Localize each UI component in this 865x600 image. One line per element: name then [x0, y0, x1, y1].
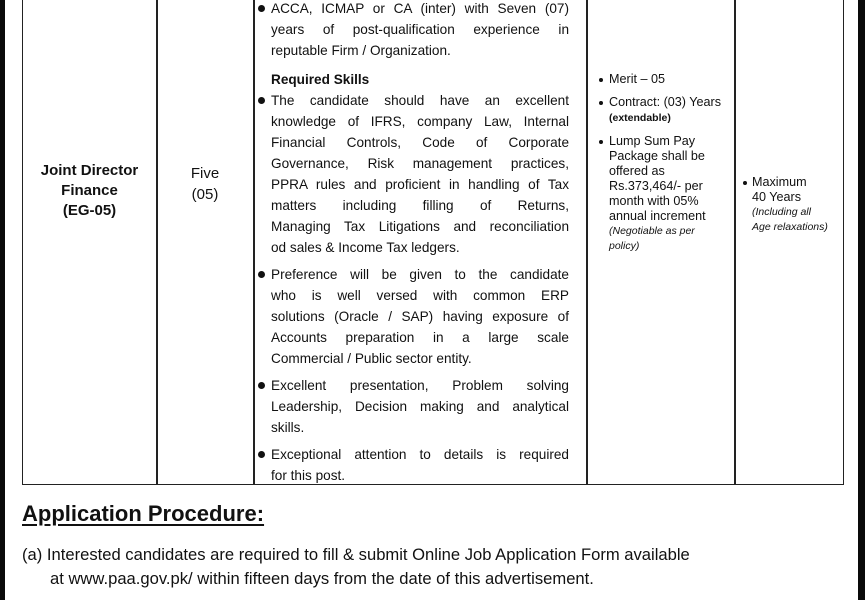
pay-line: Lump Sum Pay [609, 134, 696, 148]
bullet-icon [258, 451, 265, 458]
text-line: od sales & Income Tax ledgers. [271, 240, 460, 255]
post-line: Joint Director [40, 162, 139, 179]
skills-heading: Required Skills [271, 72, 370, 87]
text-line: who is well versed with common ERP [271, 288, 569, 303]
pay-note: (Negotiable as per [609, 225, 695, 237]
text-line: Financial Controls, Code of Corporate [271, 135, 569, 150]
text-line: The candidate should have an excellent [271, 93, 569, 108]
text-line: knowledge of IFRS, company Law, Internal [271, 114, 569, 129]
column-divider [156, 0, 158, 485]
procedure-line: (a) Interested candidates are required to fill & submit Online Job Application Form available [22, 545, 690, 564]
text-line: years of post-qualification experience in [271, 22, 569, 37]
bullet-icon [258, 97, 265, 104]
text-line: Excellent presentation, Problem solving [271, 378, 569, 393]
pay-line: offered as [609, 164, 665, 178]
text-line: Leadership, Decision making and analytical [271, 399, 569, 414]
text-line: Governance, Risk management practices, [271, 156, 569, 171]
bullet-icon [258, 382, 265, 389]
pay-line: Package shall be [609, 149, 705, 163]
text-line: Preference will be given to the candidate [271, 267, 569, 282]
contract-text: Contract: (03) Years [609, 95, 722, 109]
contract-note: (extendable) [609, 112, 671, 124]
post-grade: (EG-05) [62, 202, 117, 219]
text-line: for this post. [271, 468, 346, 483]
age-line: Maximum [752, 175, 807, 189]
column-divider [734, 0, 736, 485]
vacancy-count-words: Five [190, 165, 220, 182]
text-line: reputable Firm / Organization. [271, 43, 451, 58]
text-line: Accounts preparation in a large scale [271, 330, 569, 345]
term-contract [598, 95, 730, 126]
bullet-icon [599, 78, 603, 82]
vacancies [157, 163, 253, 205]
pay-amount: Rs.373,464/- per [609, 179, 703, 193]
age-line: 40 Years [752, 190, 802, 204]
bullet-icon [258, 5, 265, 12]
terms-of-employment [598, 72, 730, 262]
pay-line: month with 05% [609, 194, 699, 208]
post-line: Finance [61, 182, 118, 199]
text-line: solutions (Oracle / SAP) having exposure of [271, 309, 569, 324]
post-title [22, 161, 157, 221]
application-procedure-heading: Application Procedure: [22, 501, 265, 526]
procedure-item-a [22, 543, 690, 591]
merit-text: Merit – 05 [609, 72, 665, 86]
skill-item [258, 444, 569, 486]
scan-edge-right [858, 0, 865, 600]
column-divider [586, 0, 588, 485]
bullet-icon [258, 271, 265, 278]
age-note: Age relaxations) [752, 221, 828, 233]
qualification-item [258, 0, 569, 61]
skill-item [258, 264, 569, 369]
skills-list [271, 90, 569, 486]
text-line: PPRA rules and proficient in handling of Tax [271, 177, 569, 192]
age-limit [741, 175, 857, 235]
term-merit [598, 72, 730, 87]
pay-note: policy) [609, 240, 640, 252]
scan-edge-left [0, 0, 5, 600]
age-note: (Including all [752, 206, 811, 218]
qualification-and-skills [271, 0, 569, 492]
text-line: matters including filling of Returns, [271, 198, 569, 213]
bullet-icon [743, 181, 747, 185]
skill-item [258, 90, 569, 258]
column-divider [253, 0, 255, 485]
text-line: Exceptional attention to details is required [271, 447, 569, 462]
vacancy-count-number: (05) [191, 186, 219, 203]
bullet-icon [599, 101, 603, 105]
bullet-icon [599, 140, 603, 144]
text-line: Commercial / Public sector entity. [271, 351, 472, 366]
procedure-line: at www.paa.gov.pk/ within fifteen days from the date of this advertisement. [50, 569, 594, 588]
term-pay [598, 134, 730, 254]
pay-line: annual increment [609, 209, 706, 223]
skill-item [258, 375, 569, 438]
text-line: Managing Tax Litigations and reconciliation [271, 219, 569, 234]
text-line: ACCA, ICMAP or CA (inter) with Seven (07) [271, 1, 569, 16]
text-line: skills. [271, 420, 305, 435]
